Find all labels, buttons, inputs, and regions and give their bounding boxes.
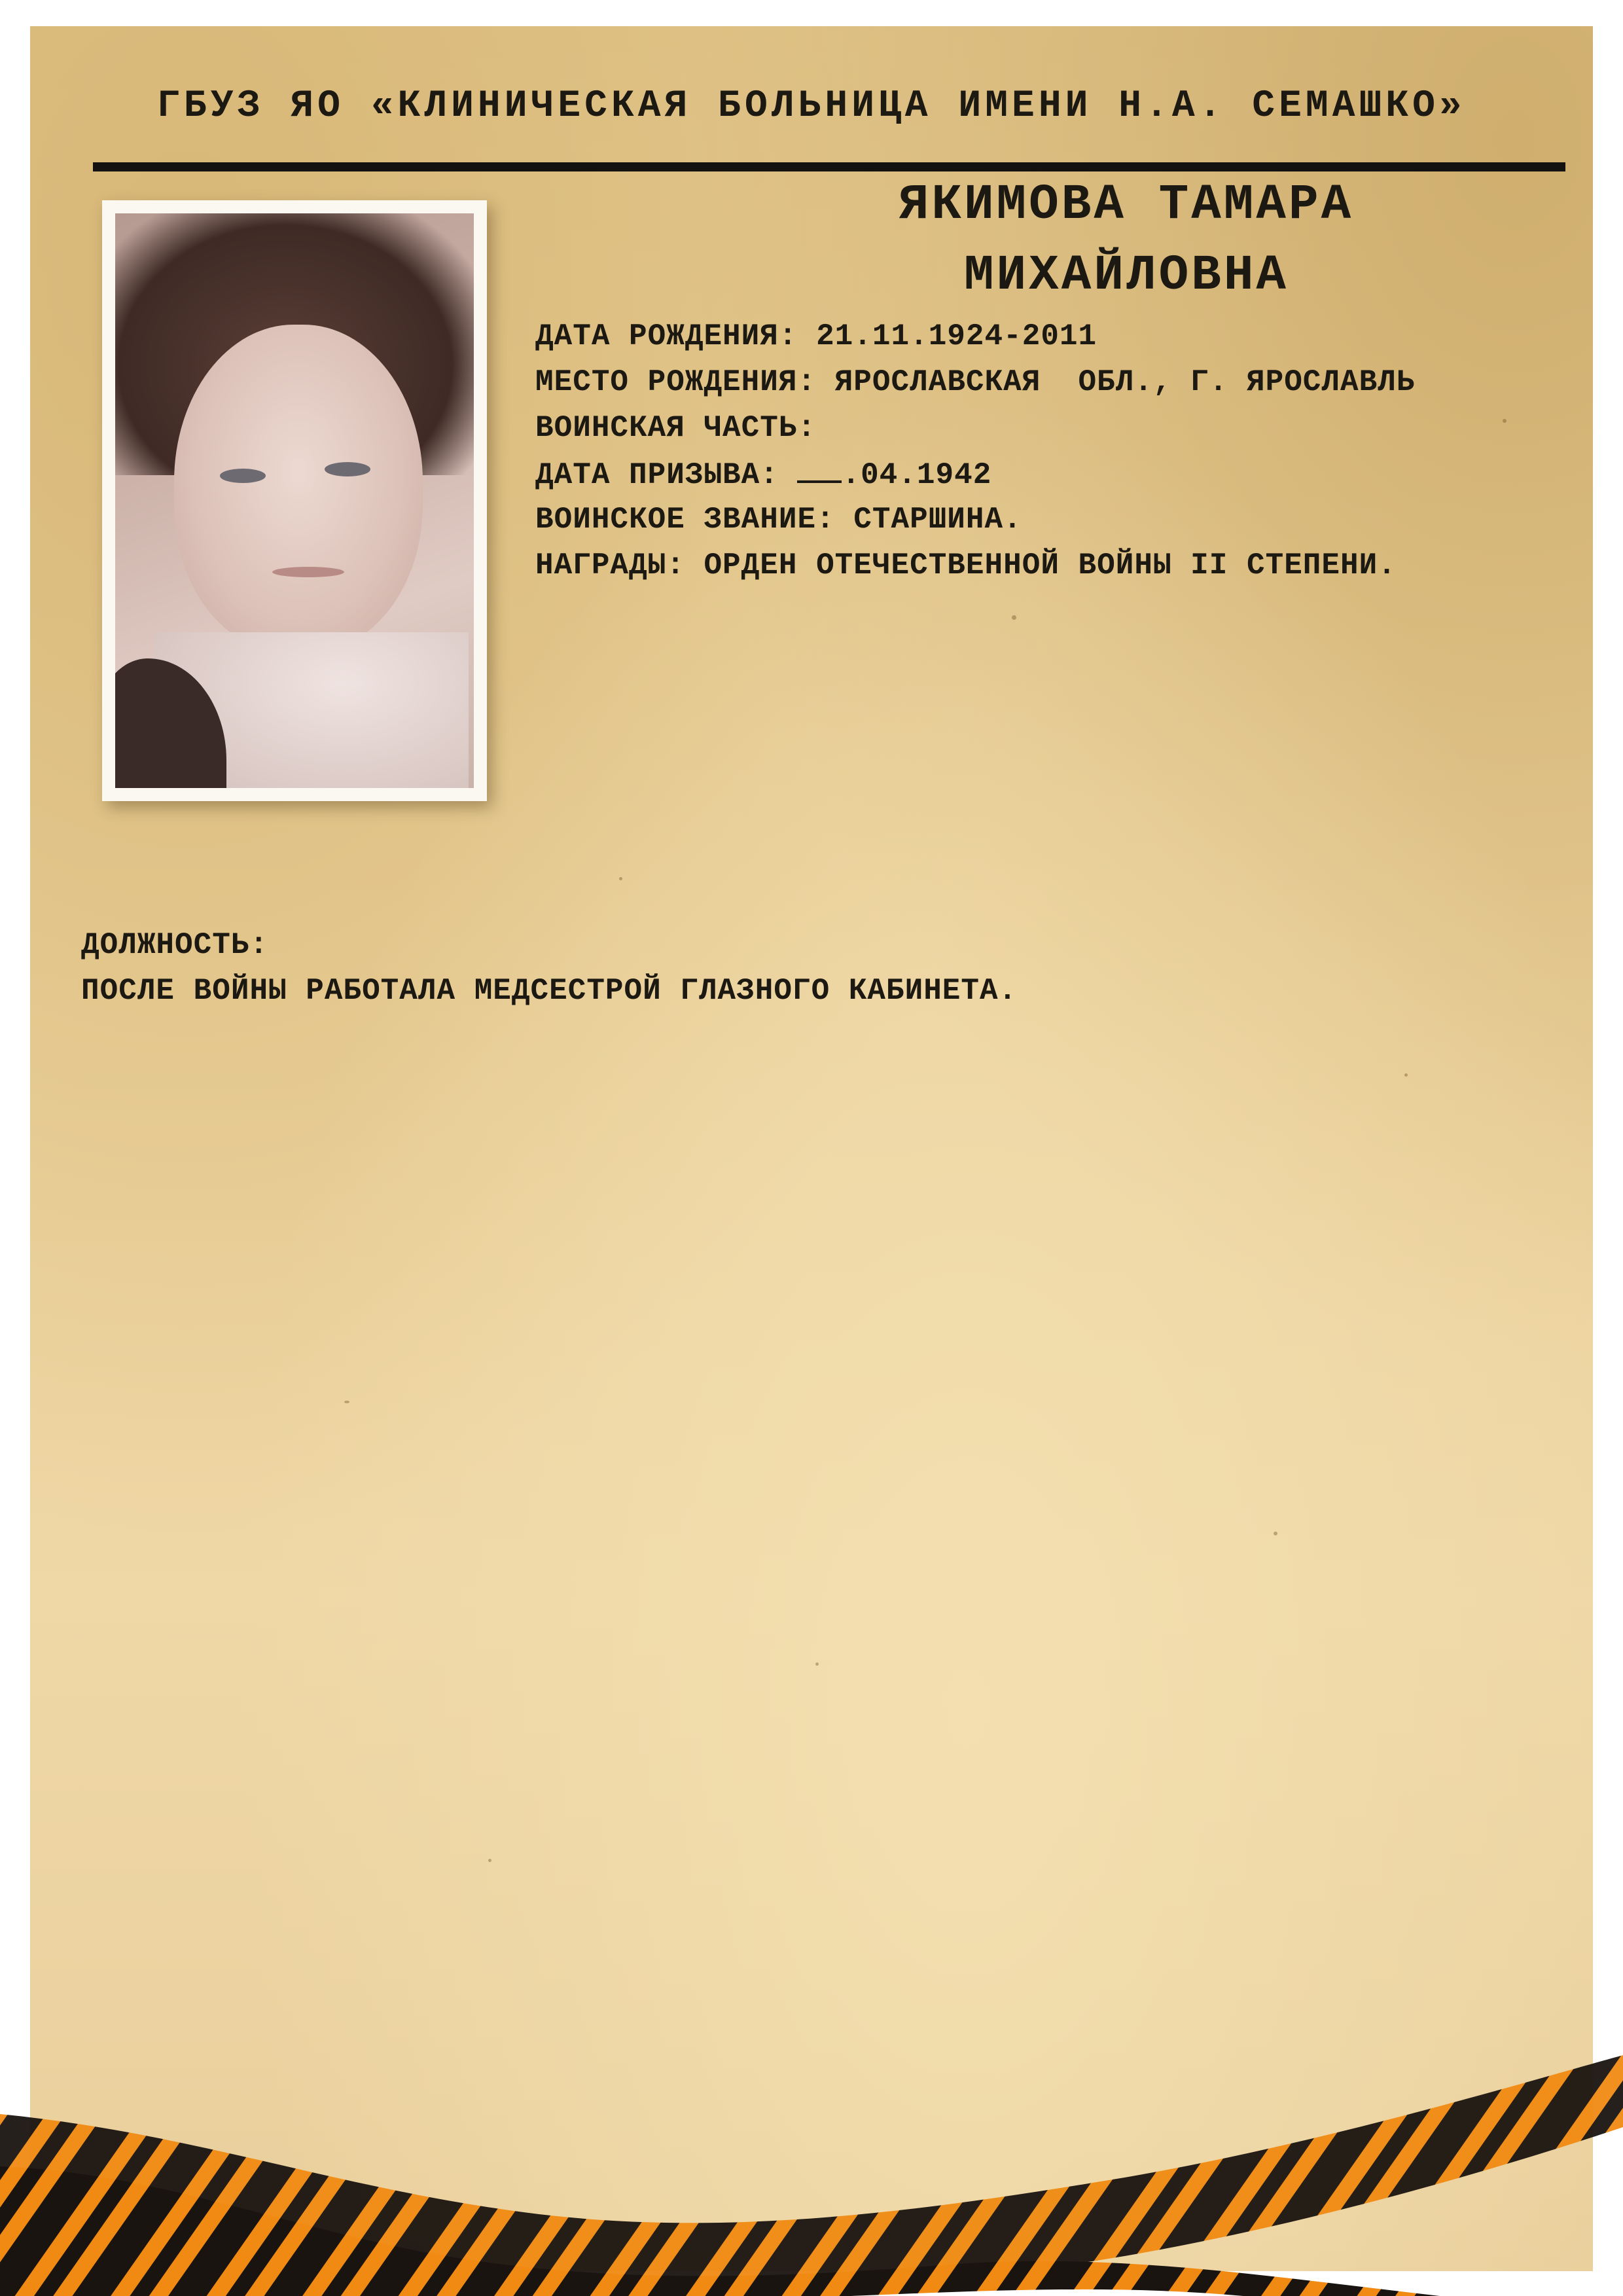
paper-speck [488, 1859, 491, 1862]
paper-speck [1404, 1073, 1408, 1077]
paper-speck [1274, 1532, 1277, 1535]
awards-value: ОРДЕН ОТЕЧЕСТВЕННОЙ ВОЙНЫ II СТЕПЕНИ. [704, 548, 1397, 583]
conscription-label: ДАТА ПРИЗЫВА: [535, 458, 779, 492]
paper-sheet [30, 26, 1593, 2271]
paper-speck [344, 1401, 349, 1403]
rank-field [535, 503, 1022, 537]
header-divider [93, 162, 1565, 171]
portrait-eye-left [220, 469, 266, 483]
unit-label: ВОИНСКАЯ ЧАСТЬ: [535, 411, 817, 445]
birth-field [535, 319, 1097, 353]
position-text: ПОСЛЕ ВОЙНЫ РАБОТАЛА МЕДСЕСТРОЙ ГЛАЗНОГО КАБИНЕТА. [81, 974, 1018, 1008]
awards-field [535, 548, 1397, 583]
position-label: ДОЛЖНОСТЬ: [81, 928, 269, 962]
person-name-line1: ЯКИМОВА ТАМАРА [899, 177, 1354, 233]
rank-label: ВОИНСКОЕ ЗВАНИЕ: [535, 503, 835, 537]
awards-label: НАГРАДЫ: [535, 548, 685, 583]
rank-value: СТАРШИНА. [853, 503, 1022, 537]
conscription-field [535, 457, 991, 492]
paper-speck [1012, 615, 1016, 620]
portrait-eye-right [325, 462, 370, 476]
institution-title: ГБУЗ ЯО «КЛИНИЧЕСКАЯ БОЛЬНИЦА ИМЕНИ Н.А. СЕМАШКО» [157, 85, 1466, 128]
birth-value: 21.11.1924-2011 [816, 319, 1097, 353]
paper-speck [619, 877, 622, 880]
birthplace-value: ЯРОСЛАВСКАЯ ОБЛ., Г. ЯРОСЛАВЛЬ [834, 365, 1416, 399]
birth-label: ДАТА РОЖДЕНИЯ: [535, 319, 798, 353]
st-george-ribbon [0, 2016, 1623, 2296]
paper-speck [815, 1662, 819, 1666]
portrait-frame [102, 200, 487, 801]
conscription-day-blank [797, 457, 842, 483]
portrait-face [174, 325, 423, 652]
birthplace-label: МЕСТО РОЖДЕНИЯ: [535, 365, 817, 399]
paper-speck [1503, 419, 1507, 423]
conscription-value: .04.1942 [842, 458, 992, 492]
portrait-mouth [272, 567, 344, 577]
portrait-photo [115, 213, 474, 788]
person-name-line2: МИХАЙЛОВНА [963, 247, 1289, 304]
birthplace-field [535, 365, 1415, 399]
unit-field [535, 411, 816, 445]
